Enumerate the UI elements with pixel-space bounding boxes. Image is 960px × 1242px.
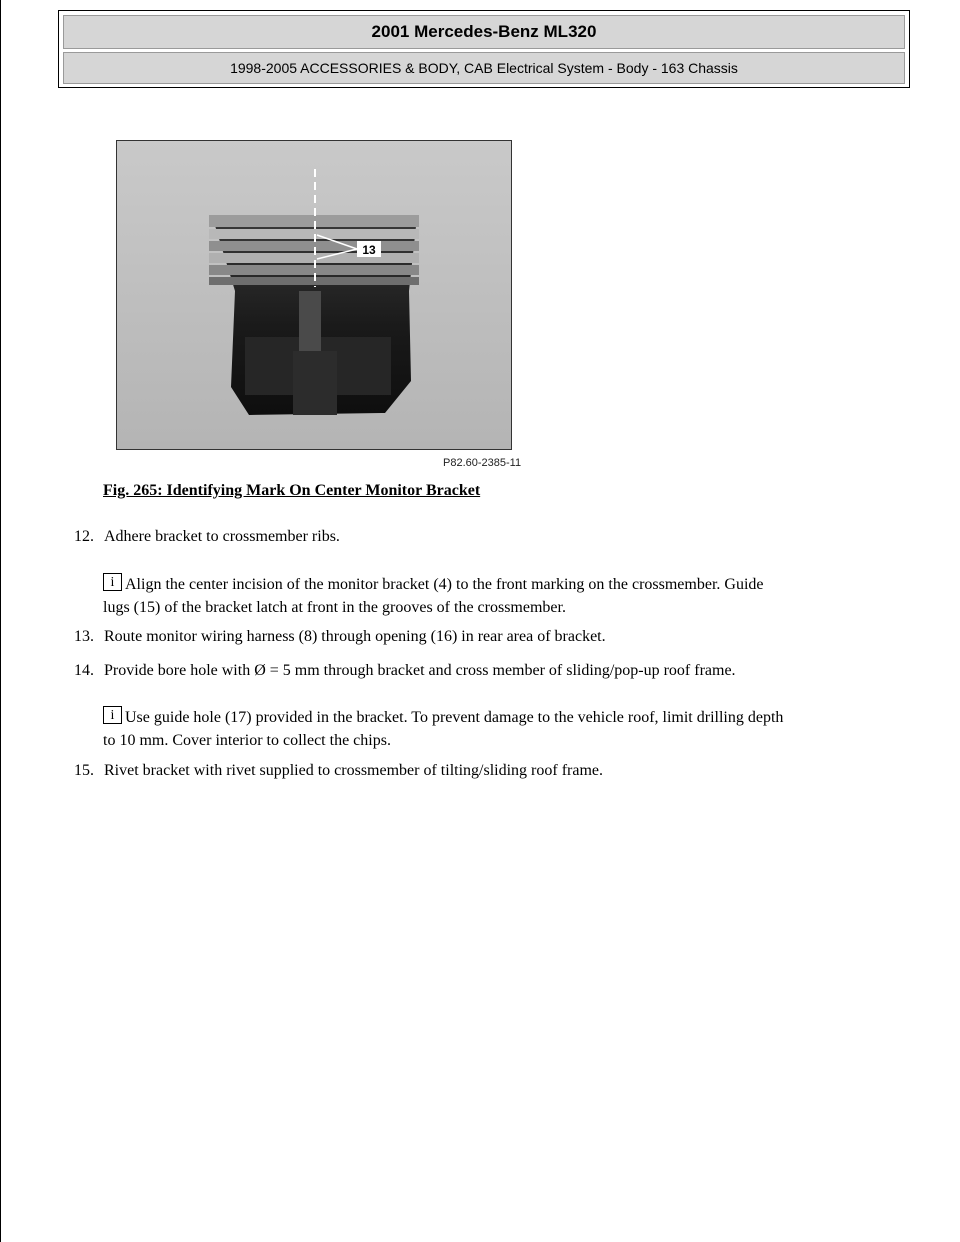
figure-code: P82.60-2385-11 xyxy=(443,457,522,469)
page-left-border xyxy=(0,0,1,1242)
info-icon xyxy=(103,573,122,591)
monitor-bracket-illustration xyxy=(117,141,512,450)
note-line: Use guide hole (17) provided in the bracket. To prevent damage to the vehicle roof, limit drilling depth xyxy=(125,709,784,726)
step-text: Rivet bracket with rivet supplied to crossmember of tilting/sliding roof frame. xyxy=(104,762,603,779)
step-number: 12. xyxy=(74,528,94,545)
step-text: Provide bore hole with Ø = 5 mm through bracket and cross member of sliding/pop-up roof frame. xyxy=(104,662,736,679)
step-number: 15. xyxy=(74,762,94,779)
step-14-note xyxy=(103,706,913,752)
info-icon xyxy=(103,706,122,724)
step-number: 13. xyxy=(74,628,94,645)
step-text: Route monitor wiring harness (8) through opening (16) in rear area of bracket. xyxy=(104,628,606,645)
document-title: 2001 Mercedes-Benz ML320 xyxy=(63,15,905,49)
step-number: 14. xyxy=(74,662,94,679)
note-line: to 10 mm. Cover interior to collect the chips. xyxy=(103,732,391,749)
step-text: Adhere bracket to crossmember ribs. xyxy=(104,528,340,545)
figure-photo xyxy=(116,140,512,450)
document-header xyxy=(58,10,910,88)
figure-caption: Fig. 265: Identifying Mark On Center Monitor Bracket xyxy=(103,482,481,499)
document-subtitle: 1998-2005 ACCESSORIES & BODY, CAB Electrical System - Body - 163 Chassis xyxy=(63,52,905,84)
figure-callout-13: 13 xyxy=(362,243,376,257)
step-12-note xyxy=(103,573,913,619)
note-line: lugs (15) of the bracket latch at front in the grooves of the crossmember. xyxy=(103,599,566,616)
note-line: Align the center incision of the monitor bracket (4) to the front marking on the crossmember. Guide xyxy=(125,576,764,593)
